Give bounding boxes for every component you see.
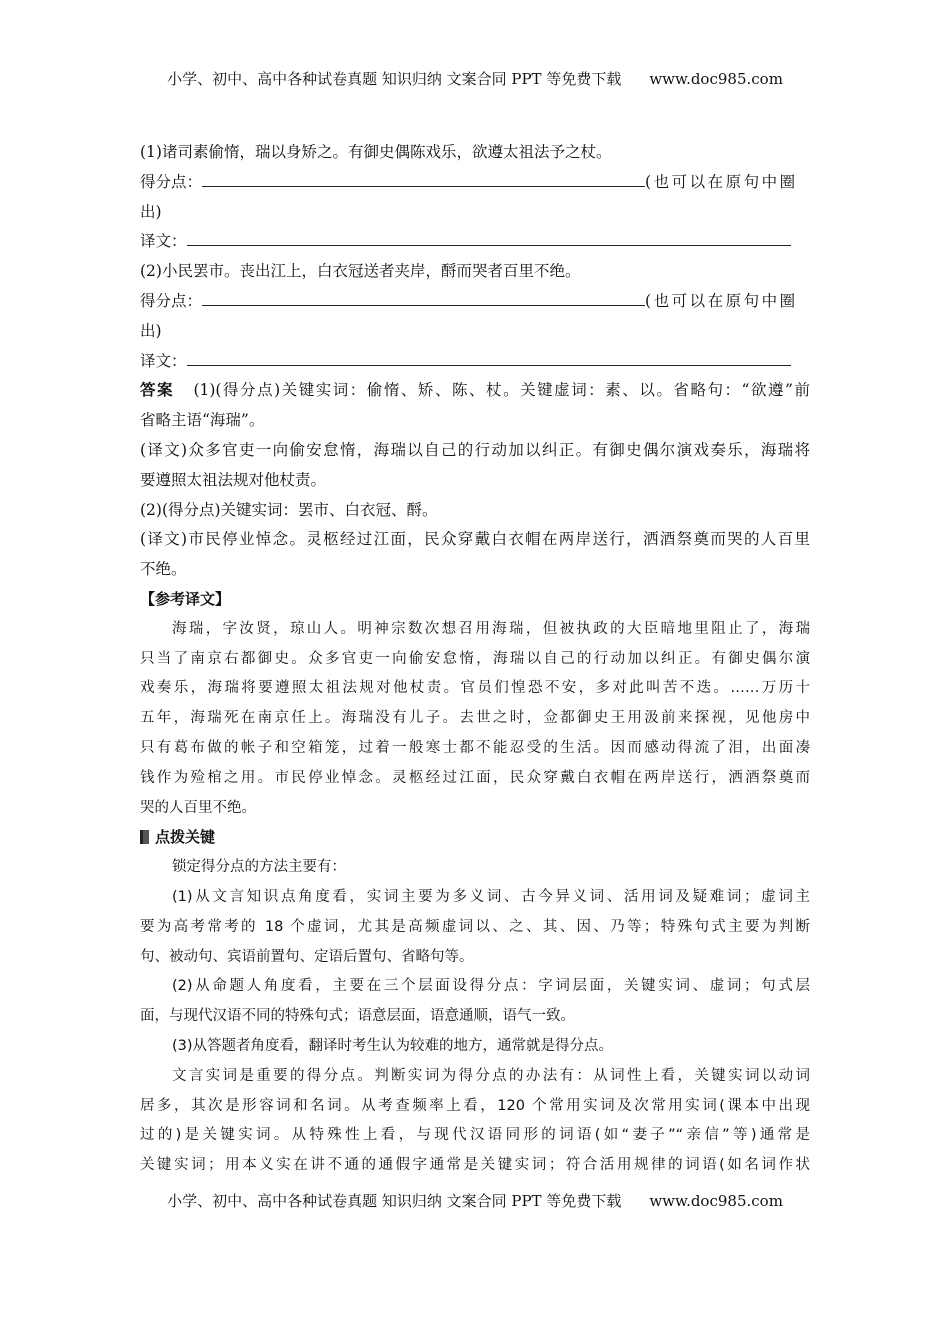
header-url: www.doc985.com <box>649 70 783 88</box>
header-text: 小学、初中、高中各种试卷真题 知识归纳 文案合同 PPT 等免费下载 <box>167 70 622 88</box>
score-blank-1[interactable] <box>202 168 645 187</box>
question-2-sentence: (2)小民罢市。丧出江上，白衣冠送者夹岸，酹而哭者百里不绝。 <box>140 262 581 281</box>
key-point-line: 文言实词是重要的得分点。判断实词为得分点的办法有：从词性上看，关键实词以动词 <box>172 1067 810 1084</box>
question-1-score-row <box>140 168 810 198</box>
key-point-line: 要为高考常考的 18 个虚词，尤其是高频虚词以、之、其、因、乃等；特殊句式主要为判断 <box>140 918 810 935</box>
answer-line: 省略主语“海瑞”。 <box>140 411 265 430</box>
reference-line: 戏奏乐，海瑞将要遵照太祖法规对他杖责。官员们惶恐不安，多对此叫苦不迭。……万历十 <box>140 680 810 697</box>
score-label: 得分点： <box>140 172 203 191</box>
document-body <box>140 138 810 1181</box>
answer-line: (2)(得分点)关键实词：罢市、白衣冠、酹。 <box>140 500 438 519</box>
question-1-sentence: (1)诸司素偷惰，瑞以身矫之。有御史偶陈戏乐，欲遵太祖法予之杖。 <box>140 143 612 161</box>
score-label: 得分点： <box>140 291 203 310</box>
page-header <box>0 68 950 89</box>
key-points-title <box>140 823 810 853</box>
key-point-line: 面，与现代汉语不同的特殊句式；语意层面，语意通顺，语气一致。 <box>140 1008 575 1025</box>
section-bar-icon <box>140 830 149 844</box>
reference-line: 钱作为殓棺之用。市民停业悼念。灵柩经过江面，民众穿戴白衣帽在两岸送行，洒酒祭奠而 <box>140 769 810 786</box>
score-note: (也可以在原句中圈 <box>645 291 798 310</box>
reference-line: 五年，海瑞死在南京任上。海瑞没有儿子。去世之时，佥都御史王用汲前来探视，见他房中 <box>140 710 810 727</box>
score-note-cont: 出) <box>140 202 162 221</box>
score-blank-2[interactable] <box>202 287 645 306</box>
key-point-line: 关键实词；用本义实在讲不通的通假字通常是关键实词；符合活用规律的词语(如名词作状 <box>140 1157 810 1174</box>
score-note: (也可以在原句中圈 <box>645 172 798 191</box>
key-point-line: (2)从命题人角度看，主要在三个层面设得分点：字词层面，关键实词、虚词；句式层 <box>172 978 810 995</box>
key-point-line: (1)从文言知识点角度看，实词主要为多义词、古今异义词、活用词及疑难词；虚词主 <box>172 888 810 905</box>
answer-line: (译文)众多官吏一向偷安怠惰，海瑞以自己的行动加以纠正。有御史偶尔演戏奏乐，海瑞将 <box>140 440 810 459</box>
page-footer <box>0 1190 950 1211</box>
translation-label: 译文： <box>140 232 187 251</box>
reference-title: 【参考译文】 <box>140 589 231 608</box>
answer-line <box>140 376 810 406</box>
translation-blank-2[interactable] <box>187 347 791 366</box>
answer-label: 答案 <box>140 381 175 400</box>
question-1-translation-row <box>140 227 810 257</box>
reference-line: 只当了南京右都御史。众多官吏一向偷安怠惰，海瑞以自己的行动加以纠正。有御史偶尔演 <box>140 650 810 667</box>
answer-line: 不绝。 <box>140 560 187 579</box>
reference-line: 只有葛布做的帐子和空箱笼，过着一般寒士都不能忍受的生活。因而感动得流了泪，出面凑 <box>140 739 810 756</box>
footer-text: 小学、初中、高中各种试卷真题 知识归纳 文案合同 PPT 等免费下载 <box>167 1192 622 1210</box>
answer-text: (1)(得分点)关键实词：偷惰、矫、陈、杖。关键虚词：素、以。省略句：“欲遵”前 <box>193 381 810 400</box>
reference-line: 哭的人百里不绝。 <box>140 799 256 816</box>
question-2-score-row <box>140 287 810 317</box>
key-point-line: (3)从答题者角度看，翻译时考生认为较难的地方，通常就是得分点。 <box>172 1037 614 1054</box>
reference-line: 海瑞，字汝贤，琼山人。明神宗数次想召用海瑞，但被执政的大臣暗地里阻止了，海瑞 <box>172 620 810 637</box>
key-point-line: 锁定得分点的方法主要有： <box>172 859 346 876</box>
key-point-line: 句、被动句、宾语前置句、定语后置句、省略句等。 <box>140 948 474 965</box>
answer-line: (译文)市民停业悼念。灵柩经过江面，民众穿戴白衣帽在两岸送行，洒酒祭奠而哭的人百里 <box>140 530 810 549</box>
score-note-cont: 出) <box>140 321 162 340</box>
key-point-line: 过的)是关键实词。从特殊性上看，与现代汉语同形的词语(如“妻子”“亲信”等)通常是 <box>140 1127 810 1144</box>
answer-line: 要遵照太祖法规对他杖责。 <box>140 470 327 489</box>
translation-blank-1[interactable] <box>187 227 791 246</box>
key-point-line: 居多，其次是形容词和名词。从考查频率上看，120 个常用实词及次常用实词(课本中出现 <box>140 1097 810 1114</box>
question-2-translation-row <box>140 347 810 377</box>
footer-url: www.doc985.com <box>649 1192 783 1210</box>
translation-label: 译文： <box>140 351 187 370</box>
key-points-title-text: 点拨关键 <box>155 828 216 847</box>
